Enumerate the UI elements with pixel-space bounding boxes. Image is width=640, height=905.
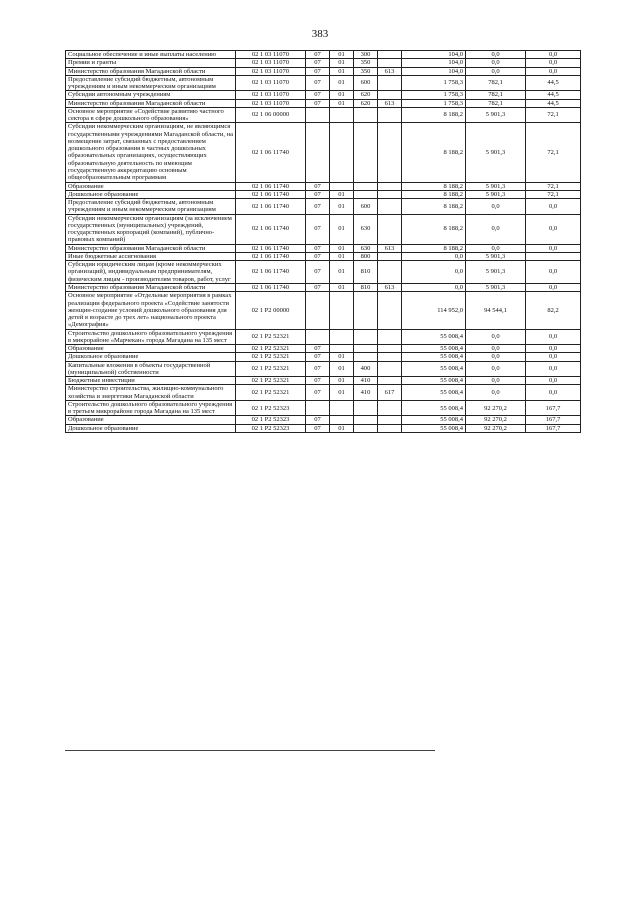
row-subsection: 01 [330,385,354,401]
row-ministry-code: 617 [378,385,402,401]
table-row [66,416,581,424]
row-ministry-code [378,292,402,329]
row-subsection: 01 [330,59,354,67]
row-code: 02 1 06 11740 [236,182,306,190]
row-percent: 72,1 [526,190,581,198]
row-approved-amount: 114 952,0 [402,292,466,329]
row-subsection: 01 [330,190,354,198]
row-name: Социальное обеспечение и иные выплаты населению [66,51,236,59]
row-code: 02 1 P2 52321 [236,377,306,385]
row-code: 02 1 06 11740 [236,252,306,260]
row-expense-type [354,400,378,416]
row-approved-amount: 55 008,4 [402,416,466,424]
row-subsection: 01 [330,244,354,252]
table-row [66,51,581,59]
row-ministry-code [378,416,402,424]
row-ministry-code [378,182,402,190]
row-section: 07 [306,244,330,252]
row-subsection [330,400,354,416]
row-expense-type: 300 [354,51,378,59]
row-code: 02 1 03 11070 [236,75,306,91]
row-section: 07 [306,99,330,107]
row-executed-amount: 92 270,2 [466,424,526,432]
row-code: 02 1 03 11070 [236,91,306,99]
row-code: 02 1 03 11070 [236,99,306,107]
row-executed-amount: 94 544,1 [466,292,526,329]
row-expense-type [354,424,378,432]
row-expense-type [354,182,378,190]
row-name: Капитальные вложения в объекты государственной (муниципальной) собственности [66,361,236,377]
row-code: 02 1 06 11740 [236,123,306,182]
row-code: 02 1 P2 52323 [236,416,306,424]
row-percent: 167,7 [526,424,581,432]
row-section: 07 [306,91,330,99]
row-percent [526,252,581,260]
row-approved-amount: 55 008,4 [402,424,466,432]
row-subsection: 01 [330,361,354,377]
row-subsection [330,292,354,329]
row-subsection [330,123,354,182]
table-row [66,107,581,123]
row-expense-type: 410 [354,385,378,401]
row-executed-amount: 0,0 [466,345,526,353]
row-percent: 0,0 [526,385,581,401]
row-percent: 0,0 [526,353,581,361]
row-ministry-code [378,199,402,215]
row-expense-type: 350 [354,59,378,67]
row-percent: 72,1 [526,123,581,182]
row-section: 07 [306,59,330,67]
row-percent: 0,0 [526,214,581,244]
row-section: 07 [306,182,330,190]
row-name: Министерство образования Магаданской области [66,99,236,107]
row-expense-type: 600 [354,75,378,91]
row-executed-amount: 5 901,3 [466,261,526,284]
row-ministry-code [378,75,402,91]
table-row [66,244,581,252]
row-executed-amount: 0,0 [466,377,526,385]
row-ministry-code [378,59,402,67]
row-name: Министерство образования Магаданской области [66,67,236,75]
row-percent: 0,0 [526,67,581,75]
row-ministry-code [378,252,402,260]
row-section [306,329,330,345]
row-ministry-code [378,51,402,59]
row-executed-amount: 0,0 [466,59,526,67]
row-code: 02 1 P2 00000 [236,292,306,329]
row-code: 02 1 P2 52321 [236,329,306,345]
row-executed-amount: 5 901,3 [466,123,526,182]
row-subsection: 01 [330,283,354,291]
row-subsection: 01 [330,91,354,99]
row-section [306,400,330,416]
row-expense-type: 810 [354,283,378,291]
row-percent: 167,7 [526,400,581,416]
row-code: 02 1 P2 52321 [236,361,306,377]
row-expense-type: 600 [354,199,378,215]
table-row [66,385,581,401]
row-name: Строительство дошкольного образовательного учреждения в микрорайоне «Марчекан» города Магадана на 135 мест [66,329,236,345]
table-row [66,252,581,260]
row-subsection: 01 [330,252,354,260]
row-section: 07 [306,261,330,284]
row-subsection: 01 [330,214,354,244]
row-percent: 0,0 [526,199,581,215]
row-name: Строительство дошкольного образовательного учреждения в третьем микрорайоне города Магадана на 135 мест [66,400,236,416]
row-section: 07 [306,214,330,244]
footer-divider [65,750,435,751]
row-code: 02 1 P2 52321 [236,385,306,401]
row-ministry-code [378,424,402,432]
row-approved-amount: 1 758,3 [402,99,466,107]
row-executed-amount: 92 270,2 [466,400,526,416]
row-code: 02 1 06 00000 [236,107,306,123]
row-executed-amount: 0,0 [466,244,526,252]
row-executed-amount: 5 901,3 [466,107,526,123]
table-row [66,261,581,284]
row-percent: 44,5 [526,91,581,99]
row-approved-amount: 8 188,2 [402,199,466,215]
row-percent: 82,2 [526,292,581,329]
row-section: 07 [306,283,330,291]
table-row [66,99,581,107]
row-name: Основное мероприятие «Отдельные мероприятия в рамках реализации федерального проекта «Содействие занятости женщин-создание условий дошкольного образования для детей в возрасте до трех лет» национального проекта «Демография» [66,292,236,329]
row-name: Основное мероприятие «Содействие развитию частного сектора в сфере дошкольного образования» [66,107,236,123]
row-code: 02 1 03 11070 [236,67,306,75]
row-percent: 0,0 [526,244,581,252]
row-name: Дошкольное образование [66,190,236,198]
row-approved-amount: 55 008,4 [402,377,466,385]
row-executed-amount: 0,0 [466,329,526,345]
row-percent: 0,0 [526,329,581,345]
row-subsection [330,182,354,190]
row-subsection: 01 [330,199,354,215]
table-row [66,214,581,244]
table-row [66,400,581,416]
row-code: 02 1 P2 52323 [236,424,306,432]
row-name: Министерство образования Магаданской области [66,283,236,291]
row-executed-amount: 5 901,3 [466,190,526,198]
row-subsection: 01 [330,99,354,107]
row-section: 07 [306,252,330,260]
row-percent: 0,0 [526,361,581,377]
row-subsection [330,345,354,353]
row-name: Предоставление субсидий бюджетным, автономным учреждениям и иным некоммерческим организациям [66,199,236,215]
row-approved-amount: 8 188,2 [402,244,466,252]
row-approved-amount: 1 758,3 [402,75,466,91]
row-name: Бюджетные инвестиции [66,377,236,385]
row-percent: 0,0 [526,59,581,67]
table-row [66,199,581,215]
table-row [66,424,581,432]
row-percent: 44,5 [526,75,581,91]
row-name: Дошкольное образование [66,424,236,432]
row-section: 07 [306,385,330,401]
row-section: 07 [306,377,330,385]
row-expense-type [354,329,378,345]
row-expense-type: 620 [354,99,378,107]
row-expense-type: 800 [354,252,378,260]
row-subsection: 01 [330,75,354,91]
row-code: 02 1 06 11740 [236,190,306,198]
row-approved-amount: 0,0 [402,252,466,260]
row-approved-amount: 104,0 [402,67,466,75]
row-executed-amount: 0,0 [466,51,526,59]
row-ministry-code [378,261,402,284]
row-executed-amount: 92 270,2 [466,416,526,424]
row-approved-amount: 55 008,4 [402,353,466,361]
row-executed-amount: 0,0 [466,67,526,75]
row-name: Министерство образования Магаданской области [66,244,236,252]
row-subsection: 01 [330,424,354,432]
row-section: 07 [306,353,330,361]
row-ministry-code [378,361,402,377]
row-approved-amount: 55 008,4 [402,400,466,416]
row-code: 02 1 P2 52323 [236,400,306,416]
row-approved-amount: 1 758,3 [402,91,466,99]
row-code: 02 1 P2 52321 [236,345,306,353]
table-row [66,329,581,345]
row-approved-amount: 8 188,2 [402,123,466,182]
row-section [306,107,330,123]
row-code: 02 1 03 11070 [236,51,306,59]
row-executed-amount: 782,1 [466,99,526,107]
row-code: 02 1 03 11070 [236,59,306,67]
budget-table [65,50,581,433]
row-ministry-code: 613 [378,283,402,291]
row-executed-amount: 782,1 [466,75,526,91]
table-row [66,67,581,75]
row-percent: 72,1 [526,107,581,123]
table-row [66,292,581,329]
row-section: 07 [306,51,330,59]
table-row [66,361,581,377]
row-section: 07 [306,424,330,432]
row-percent: 72,1 [526,182,581,190]
row-approved-amount: 55 008,4 [402,361,466,377]
row-section: 07 [306,199,330,215]
row-subsection: 01 [330,261,354,284]
row-expense-type [354,416,378,424]
row-approved-amount: 8 188,2 [402,107,466,123]
row-approved-amount: 8 188,2 [402,214,466,244]
table-row [66,283,581,291]
row-approved-amount: 55 008,4 [402,329,466,345]
row-subsection: 01 [330,51,354,59]
table-row [66,123,581,182]
row-name: Субсидии некоммерческим организациям, не являющимся государственными учреждениями Магаданской области, на возмещение затрат, связанных с предоставлением дошкольного образования в частных дошкольных образовательных организациях, осуществляющих образовательную деятельность по имеющим государственную аккредитацию основным общеобразовательным программам [66,123,236,182]
row-ministry-code [378,190,402,198]
row-expense-type: 410 [354,377,378,385]
row-percent: 0,0 [526,377,581,385]
row-name: Министерство строительства, жилищно-коммунального хозяйства и энергетики Магаданской области [66,385,236,401]
row-name: Предоставление субсидий бюджетным, автономным учреждениям и иным некоммерческим организациям [66,75,236,91]
row-subsection [330,416,354,424]
row-ministry-code [378,214,402,244]
row-expense-type [354,345,378,353]
row-subsection [330,329,354,345]
row-executed-amount: 0,0 [466,385,526,401]
row-approved-amount: 0,0 [402,261,466,284]
row-code: 02 1 P2 52321 [236,353,306,361]
row-approved-amount: 55 008,4 [402,345,466,353]
row-code: 02 1 06 11740 [236,244,306,252]
table-row [66,91,581,99]
row-approved-amount: 8 188,2 [402,182,466,190]
table-row [66,377,581,385]
row-expense-type: 630 [354,244,378,252]
row-approved-amount: 55 008,4 [402,385,466,401]
row-name: Субсидии автономным учреждениям [66,91,236,99]
row-executed-amount: 782,1 [466,91,526,99]
row-name: Образование [66,345,236,353]
row-percent: 0,0 [526,51,581,59]
row-name: Иные бюджетные ассигнования [66,252,236,260]
row-executed-amount: 5 901,3 [466,283,526,291]
row-ministry-code [378,345,402,353]
row-ministry-code: 613 [378,67,402,75]
row-expense-type [354,292,378,329]
row-approved-amount: 8 188,2 [402,190,466,198]
row-executed-amount: 5 901,3 [466,252,526,260]
page-number: 383 [311,28,329,40]
row-ministry-code [378,107,402,123]
row-section: 07 [306,361,330,377]
row-percent: 44,5 [526,99,581,107]
row-name: Субсидии некоммерческим организациям (за исключением государственных (муниципальных) учреждений, государственных корпораций (компаний), публично-правовых компаний) [66,214,236,244]
row-executed-amount: 0,0 [466,361,526,377]
budget-table-body [66,51,581,433]
row-name: Субсидии юридическим лицам (кроме некоммерческих организаций), индивидуальным предпринимателям, физическим лицам - производителям товаров, работ, услуг [66,261,236,284]
row-expense-type [354,107,378,123]
row-expense-type: 810 [354,261,378,284]
row-subsection: 01 [330,377,354,385]
row-ministry-code [378,353,402,361]
row-percent: 0,0 [526,345,581,353]
row-name: Премии и гранты [66,59,236,67]
row-section: 07 [306,345,330,353]
row-ministry-code [378,377,402,385]
row-section: 07 [306,416,330,424]
row-section [306,292,330,329]
row-expense-type [354,123,378,182]
row-percent: 0,0 [526,261,581,284]
row-section: 07 [306,190,330,198]
row-ministry-code [378,400,402,416]
row-name: Образование [66,416,236,424]
table-row [66,353,581,361]
row-expense-type [354,353,378,361]
row-code: 02 1 06 11740 [236,261,306,284]
row-executed-amount: 0,0 [466,214,526,244]
row-name: Образование [66,182,236,190]
row-expense-type: 620 [354,91,378,99]
table-row [66,75,581,91]
table-row [66,182,581,190]
row-executed-amount: 5 901,3 [466,182,526,190]
row-expense-type: 350 [354,67,378,75]
row-ministry-code: 613 [378,99,402,107]
row-approved-amount: 0,0 [402,283,466,291]
row-ministry-code [378,123,402,182]
row-executed-amount: 0,0 [466,353,526,361]
table-row [66,345,581,353]
row-section [306,123,330,182]
row-approved-amount: 104,0 [402,59,466,67]
row-name: Дошкольное образование [66,353,236,361]
row-section: 07 [306,75,330,91]
row-ministry-code [378,91,402,99]
row-approved-amount: 104,0 [402,51,466,59]
row-ministry-code [378,329,402,345]
row-ministry-code: 613 [378,244,402,252]
row-subsection: 01 [330,67,354,75]
table-row [66,59,581,67]
row-expense-type [354,190,378,198]
row-subsection: 01 [330,353,354,361]
row-code: 02 1 06 11740 [236,199,306,215]
row-percent: 167,7 [526,416,581,424]
row-expense-type: 630 [354,214,378,244]
row-percent: 0,0 [526,283,581,291]
row-executed-amount: 0,0 [466,199,526,215]
row-expense-type: 400 [354,361,378,377]
row-code: 02 1 06 11740 [236,283,306,291]
row-section: 07 [306,67,330,75]
row-subsection [330,107,354,123]
row-code: 02 1 06 11740 [236,214,306,244]
table-row [66,190,581,198]
